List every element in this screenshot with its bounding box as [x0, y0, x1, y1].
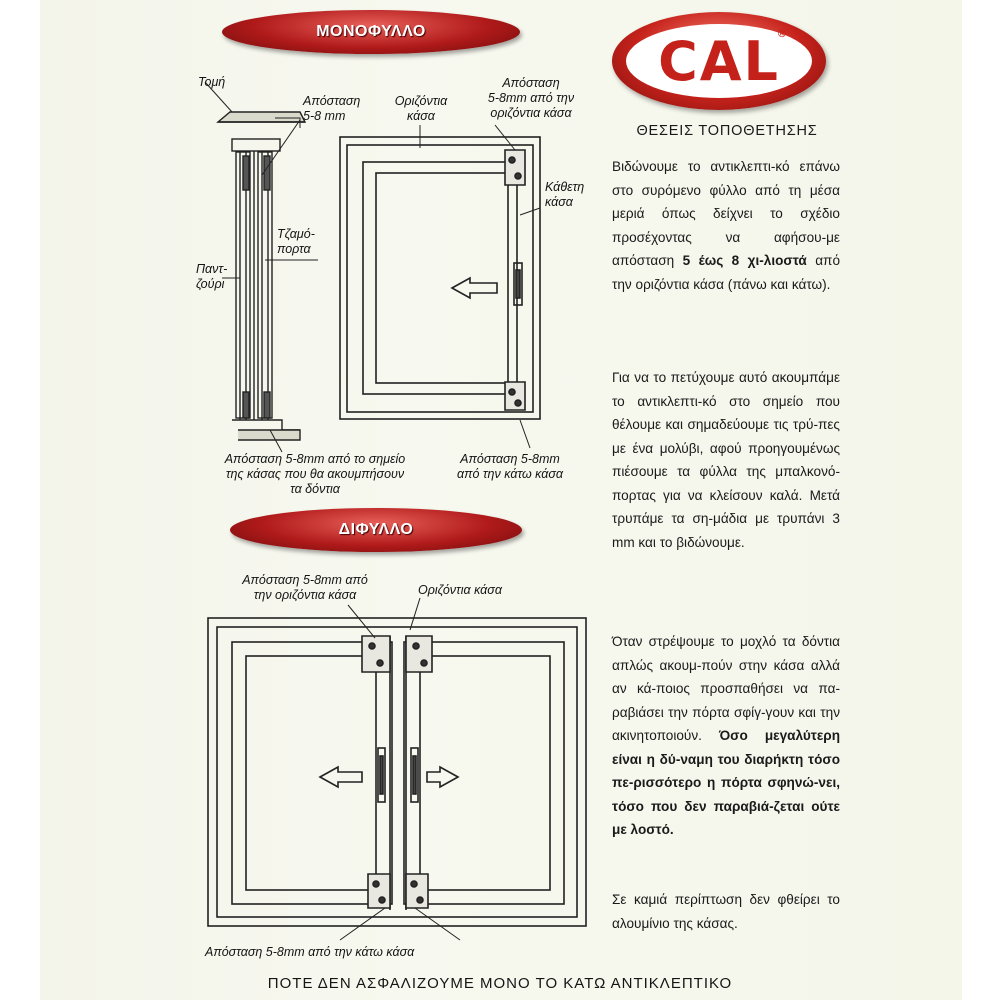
- footer-warning: ΠΟΤΕ ΔΕΝ ΑΣΦΑΛΙΖΟΥΜΕ ΜΟΝΟ ΤΟ ΚΑΤΩ ΑΝΤΙΚΛΕΠΤΙΚΟ: [267, 975, 733, 992]
- double-leaf-title: ΔΙΦΥΛΛΟ: [338, 521, 414, 538]
- label-gap-top: Απόσταση 5-8 mm: [303, 94, 361, 123]
- instructions-paragraph-2: Για να το πετύχουμε αυτό ακουμπάμε το αντικλεπτι-κό στο σημείο που θέλουμε και σημαδεύουμε τις τρύ-πες με ένα μολύβι, αφού προηγουμένως πιέσουμε τα φύλλα της μπαλκονό-πορτας για να κλείσουν καλά. Μετά τρυπάμε τα ση-μάδια με τρυπάνι 3 mm και το βιδώνουμε.: [612, 370, 840, 550]
- label-horizontal-frame: Οριζόντια κάσα: [394, 94, 448, 123]
- label-section: Τομή: [198, 75, 226, 89]
- p1-text-a: Βιδώνουμε το αντικλεπτι-κό επάνω στο συρόμενο φύλλο από τη μέσα μεριά όπως δείχνει το σχέδιο προσέχοντας να αφήσου-με απόσταση: [612, 159, 840, 268]
- registered-mark: ®: [777, 28, 786, 40]
- label-gap-bottom-point: Απόσταση 5-8mm από το σημείο της κάσας που θα ακουμπήσουν τα δόντια: [224, 452, 406, 496]
- instructions-heading: ΘΕΣΕΙΣ ΤΟΠΟΘΕΤΗΣΗΣ: [636, 123, 818, 139]
- p1-text-b: από την οριζόντια κάσα (πάνω και κάτω).: [612, 253, 841, 292]
- label-gap-bottom-frame: Απόσταση 5-8mm από την κάτω κάσα: [456, 452, 564, 481]
- p3-text-a: Όταν στρέψουμε το μοχλό τα δόντια απλώς ακουμ-πούν στην κάσα αλλά αν κά-ποιος προσπαθήσει να πα-ραβιάσει την πόρτα σφίγ-γουν και την ακινητοποιούν.: [612, 634, 840, 743]
- label-double-horizontal-frame: Οριζόντια κάσα: [418, 583, 502, 597]
- label-double-gap-bottom: Απόσταση 5-8mm από την κάτω κάσα: [205, 945, 415, 959]
- label-shutter: Παντ- ζούρι: [196, 262, 228, 291]
- instructions-paragraph-3: [612, 630, 840, 842]
- label-double-gap-horizontal: Απόσταση 5-8mm από την οριζόντια κάσα: [242, 573, 368, 602]
- p3-text-bold: Όσο μεγαλύτερη είναι η δύ-ναμη του διαρήκτη τόσο πε-ρισσότερο η πόρτα σφηνώ-νει, τόσο που δεν παραβιά-ζεται ούτε με λοστό.: [612, 728, 841, 837]
- label-gap-from-horizontal: Απόσταση 5-8mm από την οριζόντια κάσα: [487, 76, 575, 120]
- p1-text-bold: 5 έως 8 χι-λιοστά: [682, 253, 807, 268]
- instructions-paragraph-1: [612, 155, 840, 296]
- label-glass-door: Τζαμό- πορτα: [277, 227, 315, 256]
- logo-text: CAL: [658, 29, 780, 93]
- instructions-paragraph-4: Σε καμιά περίπτωση δεν φθείρει το αλουμίνιο της κάσας.: [612, 892, 840, 931]
- label-vertical-frame: Κάθετη κάσα: [545, 180, 585, 209]
- cal-logo: [612, 12, 826, 110]
- single-leaf-title: ΜΟΝΟΦΥΛΛΟ: [316, 23, 426, 40]
